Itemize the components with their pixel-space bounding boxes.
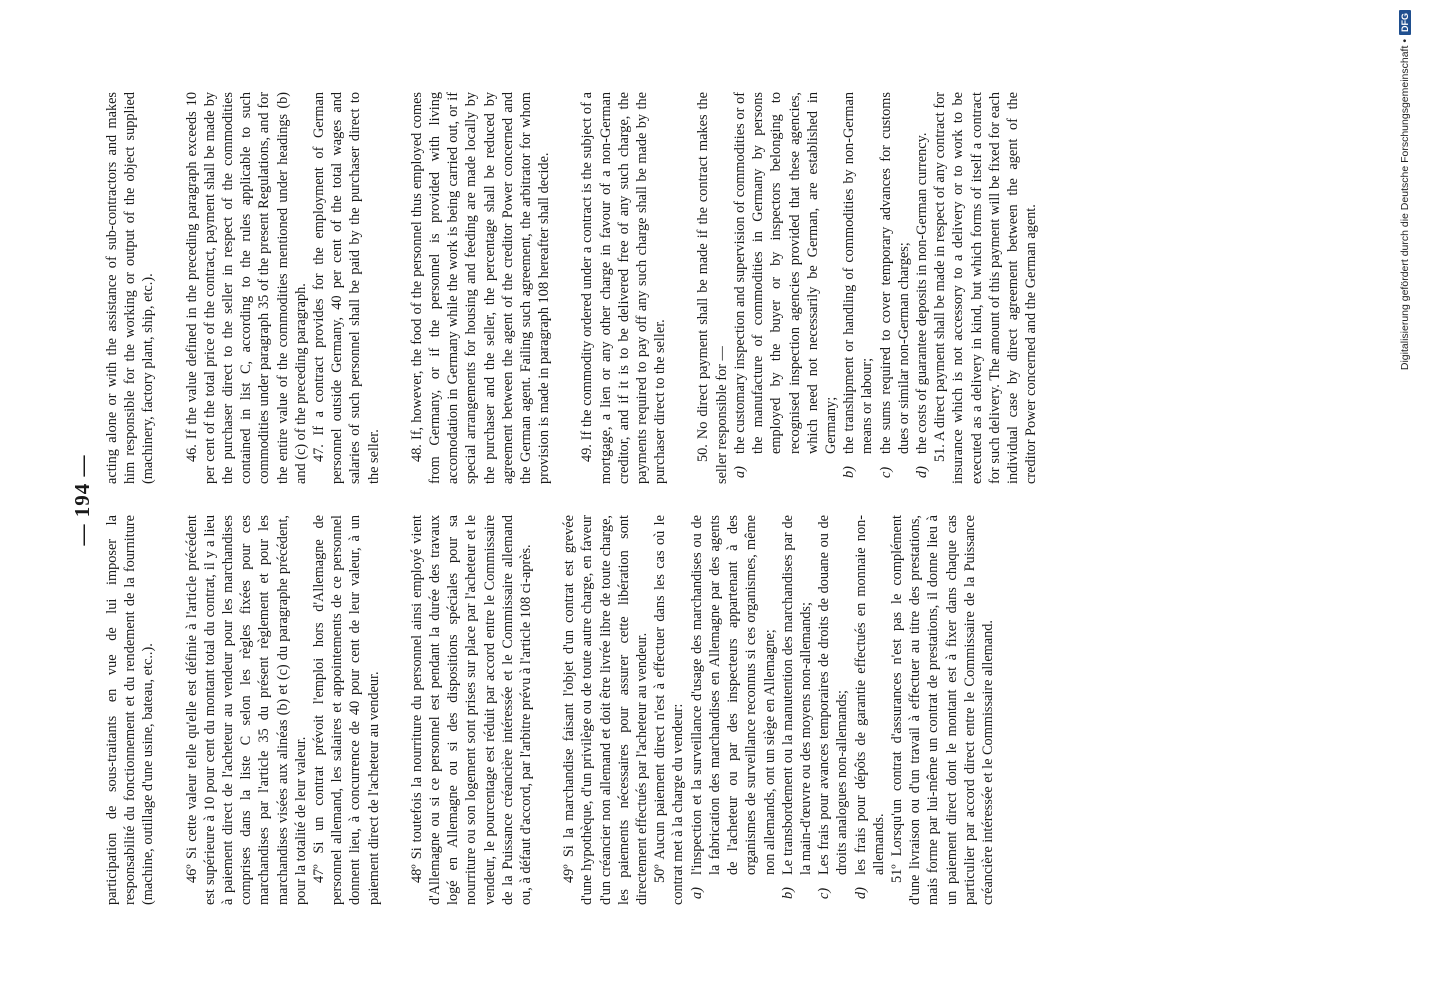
fr-para-45-continuation: participation de sous-traitants en vue de lui imposer la responsabilité du fonctionnement et du rendement de la fourniture (machine, outillage d'une usine, bateau, etc..). xyxy=(104,515,157,905)
page-number: — 194 — xyxy=(70,454,94,546)
en-item-50c xyxy=(877,92,913,484)
en-item-text: the transhipment or handling of commodities by non-German means or labour; xyxy=(841,92,876,454)
en-item-label: b) xyxy=(841,466,858,478)
digitization-credit xyxy=(1385,0,1425,1000)
fr-para-51: 51º Lorsqu'un contrat d'assurances n'est pas le complément d'une livraison ou d'un travail à effectuer au titre des prestations, mais forme par lui-même un contrat de prestations, il donne lieu à un paiement direct dont le montant est à fixer dans chaque cas particulier par accord direct entre le Commissaire de la Puissance créancière intéressée et le Commissaire allemand. xyxy=(888,515,996,905)
fr-item-text: Les frais pour avances temporaires de droits de douane ou de droits analogues non-allemands; xyxy=(816,515,851,875)
fr-para-46: 46º Si cette valeur telle qu'elle est définie à l'article précédent est supérieure à 10 pour cent du montant total du contrat, il y a lieu à paiement direct de l'acheteur au vendeur pour les marchandises comprises dans la liste C selon les règles fixées pour ces marchandises par l'article 35 du présent règlement et pour les marchandises visées aux alinéas (b) et (c) du paragraphe précédent, pour la totalité de leur valeur. xyxy=(183,515,309,905)
en-para-47: 47. If a contract provides for the employment of German personnel outside Germany, 40 per cent of the total wages and salaries of such personnel shall be paid by the purchaser direct to the seller. xyxy=(311,92,382,484)
fr-item-50d xyxy=(852,515,888,905)
en-item-text: the customary inspection and supervision of commodities or of the manufacture of commodities in Germany by persons employed by the buyer or by inspectors belonging to recognised inspection agencies provided that these agencies, which need not necessarily be German, are established in Germany; xyxy=(731,92,839,454)
en-para-45-continuation: acting alone or with the assistance of sub-contractors and makes him responsible for the working or output of the object supplied (machinery, factory plant, ship, etc.). xyxy=(104,92,157,484)
english-column xyxy=(103,92,1040,484)
fr-item-text: Le transbordement ou la manutention des marchandises par de la main-d'œuvre ou des moyens non-allemands; xyxy=(779,515,814,875)
en-item-text: the costs of guarantee deposits in non-German currency. xyxy=(913,132,930,454)
fr-item-text: les frais pour dépôts de garantie effectués en monnaie non-allemands. xyxy=(852,515,887,875)
fr-item-50c xyxy=(815,515,851,905)
en-para-46: 46. If the value defined in the preceding paragraph exceeds 10 per cent of the total price of the contract, payment shall be made by the purchaser direct to the seller in respect of the commodities contained in list C, according to the rules applicable to such commodities under paragraph 35 of the present Regulations, and for the entire value of the commodities mentioned under headings (b) and (c) of the preceding paragraph. xyxy=(183,92,309,484)
en-item-50a xyxy=(731,92,840,484)
en-para-50: 50. No direct payment shall be made if the contract makes the seller responsible for — xyxy=(695,92,730,484)
en-item-label: a) xyxy=(731,466,748,478)
en-item-50d xyxy=(913,92,931,484)
digitization-credit-text: Digitalisierung gefördert durch die Deutsche Forschungsgemeinschaft • xyxy=(1399,39,1411,371)
french-column xyxy=(103,515,997,905)
en-item-label: c) xyxy=(877,466,894,478)
en-item-text: the sums required to cover temporary advances for customs dues or similar non-German charges; xyxy=(877,92,912,454)
fr-para-47: 47º Si un contrat prévoit l'emploi hors d'Allemagne de personnel allemand, les salaires et appointements de ce personnel donnent lieu, à concurrence de 40 pour cent de leur valeur, à un paiement direct de l'acheteur au vendeur. xyxy=(311,515,382,905)
fr-item-50a xyxy=(688,515,779,905)
dfg-logo: DFG xyxy=(1399,10,1411,35)
fr-item-label: a) xyxy=(688,887,705,899)
en-para-51: 51. A direct payment shall be made in respect of any contract for insurance which is not accessory to a delivery or to work to be executed as a delivery in kind, but which forms of itself a contract for such delivery. The amount of this payment will be fixed for each individual case by direct agreement between the agent of the creditor Power concerned and the German agent. xyxy=(932,92,1040,484)
fr-item-text: l'inspection et la surveillance d'usage des marchandises ou de la fabrication des marchandises en Allemagne par des agents de l'acheteur ou par des inspecteurs appartenant à des organismes de surveillance reconnus si ces organismes, même non allemands, ont un siège en Allemagne; xyxy=(688,515,778,875)
en-para-48: 48. If, however, the food of the personnel thus employed comes from Germany, or if the personnel is provided with living accomodation in Germany while the work is being carried out, or if special arrangements for housing and feeding are made locally by the purchaser and the seller, the percentage shall be reduced by agreement between the agent of the creditor Power concerned and the German agent. Failing such agreement, the arbitrator for whom provision is made in paragraph 108 hereafter shall decide. xyxy=(408,92,553,484)
fr-item-50b xyxy=(779,515,815,905)
en-para-49: 49. If the commodity ordered under a contract is the subject of a mortgage, a lien or any other charge in favour of a non-German creditor, and if it is to be delivered free of any such charge, the payments required to pay off any such charge shall be made by the purchaser direct to the seller. xyxy=(579,92,669,484)
en-item-label: d) xyxy=(913,466,930,478)
fr-item-label: d) xyxy=(852,887,869,899)
fr-para-48: 48º Si toutefois la nourriture du personnel ainsi employé vient d'Allemagne ou si ce personnel est pendant la durée des travaux logé en Allemagne ou si des dispositions spéciales pour sa nourriture ou son logement sont prises sur place par l'acheteur et le vendeur, le pourcentage est réduit par accord entre le Commissaire de la Puissance créancière intéressée et le Commissaire allemand ou, à défaut d'accord, par l'arbitre prévu à l'article 108 ci-après. xyxy=(408,515,535,905)
en-item-50b xyxy=(840,92,876,484)
fr-item-label: c) xyxy=(816,887,833,899)
fr-item-label: b) xyxy=(779,887,796,899)
fr-para-49: 49º Si la marchandise faisant l'objet d'un contrat est grevée d'une hypothèque, d'un privilège ou de toute autre charge, en faveur d'un créancier non allemand et doit être livrée libre de toute charge, les paiements nécessaires pour assurer cette libération sont directement effectués par l'acheteur au vendeur. xyxy=(561,515,651,905)
fr-para-50: 50º Aucun paiement direct n'est à effectuer dans les cas où le contrat met à la charge du vendeur: xyxy=(652,515,687,905)
